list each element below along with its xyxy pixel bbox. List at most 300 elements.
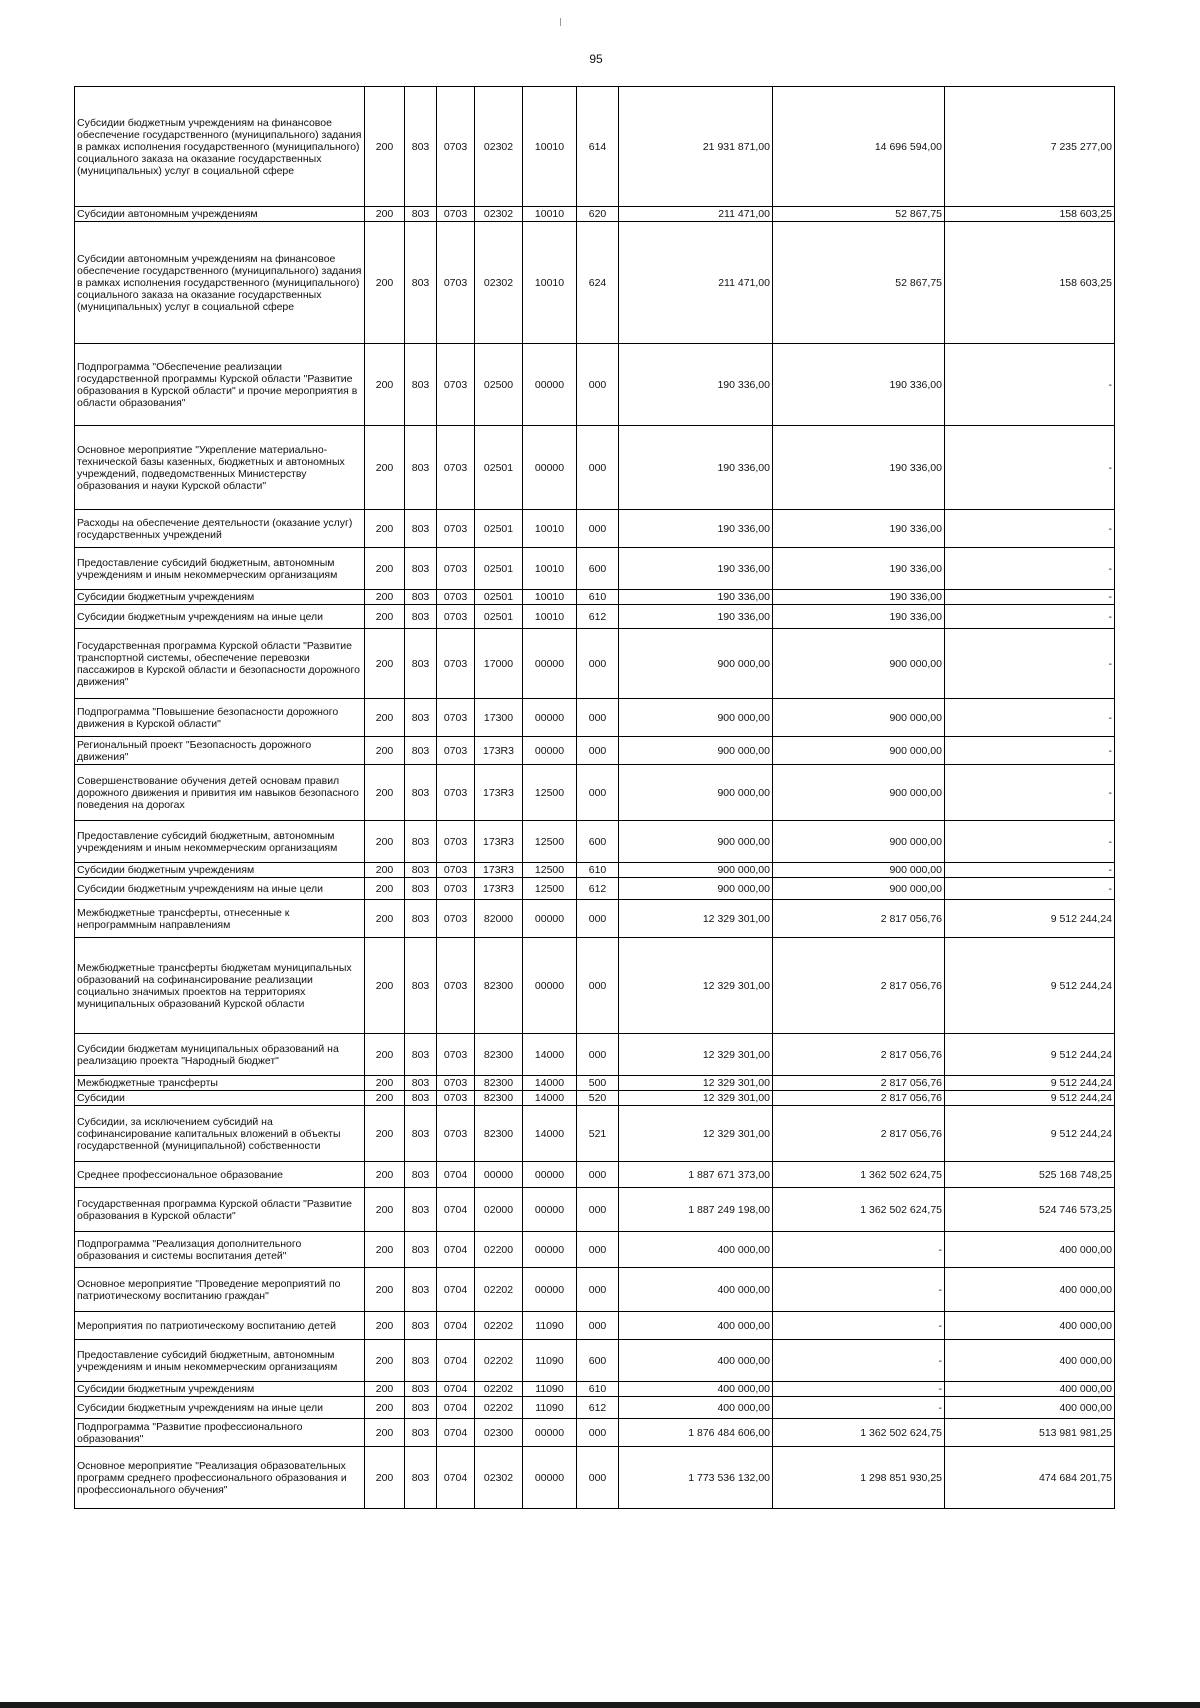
amount-cell: 1 876 484 606,00 — [619, 1419, 773, 1447]
code-cell: 00000 — [523, 1232, 577, 1268]
code-cell: 200 — [365, 938, 405, 1034]
code-cell: 0703 — [437, 1091, 475, 1106]
amount-cell: - — [773, 1397, 945, 1419]
code-cell: 803 — [405, 605, 437, 629]
amount-cell: 9 512 244,24 — [945, 938, 1115, 1034]
code-cell: 11090 — [523, 1397, 577, 1419]
code-cell: 803 — [405, 821, 437, 863]
table-row — [75, 1034, 1115, 1076]
code-cell: 02202 — [475, 1312, 523, 1340]
amount-cell: 525 168 748,25 — [945, 1162, 1115, 1188]
amount-cell: 400 000,00 — [945, 1397, 1115, 1419]
code-cell: 803 — [405, 699, 437, 737]
code-cell: 0703 — [437, 863, 475, 878]
amount-cell: 211 471,00 — [619, 207, 773, 222]
amount-cell: 190 336,00 — [773, 510, 945, 548]
code-cell: 200 — [365, 548, 405, 590]
code-cell: 620 — [577, 207, 619, 222]
amount-cell: 400 000,00 — [619, 1382, 773, 1397]
row-label: Субсидии бюджетным учреждениям на иные цели — [75, 1397, 365, 1419]
code-cell: 803 — [405, 1397, 437, 1419]
amount-cell: - — [945, 548, 1115, 590]
table-row — [75, 765, 1115, 821]
code-cell: 803 — [405, 590, 437, 605]
code-cell: 0703 — [437, 629, 475, 699]
code-cell: 200 — [365, 1162, 405, 1188]
table-row — [75, 699, 1115, 737]
row-label: Подпрограмма "Обеспечение реализации государственной программы Курской области "Развитие образования в Курской области" и прочие мероприятия в области образования" — [75, 344, 365, 426]
amount-cell: 2 817 056,76 — [773, 938, 945, 1034]
code-cell: 803 — [405, 1106, 437, 1162]
code-cell: 200 — [365, 878, 405, 900]
amount-cell: 9 512 244,24 — [945, 1106, 1115, 1162]
amount-cell: 400 000,00 — [619, 1268, 773, 1312]
code-cell: 0703 — [437, 765, 475, 821]
code-cell: 02302 — [475, 222, 523, 344]
code-cell: 803 — [405, 1232, 437, 1268]
code-cell: 803 — [405, 938, 437, 1034]
table-row — [75, 1091, 1115, 1106]
code-cell: 14000 — [523, 1106, 577, 1162]
amount-cell: 900 000,00 — [773, 737, 945, 765]
row-label: Основное мероприятие "Реализация образовательных программ среднего профессионального образования и профессионального обучения" — [75, 1447, 365, 1509]
code-cell: 0704 — [437, 1162, 475, 1188]
code-cell: 803 — [405, 1382, 437, 1397]
table-row — [75, 344, 1115, 426]
code-cell: 200 — [365, 510, 405, 548]
code-cell: 0704 — [437, 1232, 475, 1268]
table-row — [75, 1106, 1115, 1162]
amount-cell: 400 000,00 — [619, 1232, 773, 1268]
code-cell: 0703 — [437, 821, 475, 863]
amount-cell: 513 981 981,25 — [945, 1419, 1115, 1447]
code-cell: 173R3 — [475, 821, 523, 863]
code-cell: 612 — [577, 605, 619, 629]
table-row — [75, 1397, 1115, 1419]
code-cell: 803 — [405, 878, 437, 900]
amount-cell: 1 887 671 373,00 — [619, 1162, 773, 1188]
amount-cell: 400 000,00 — [619, 1312, 773, 1340]
budget-table-body — [75, 87, 1115, 1509]
code-cell: 803 — [405, 207, 437, 222]
code-cell: 200 — [365, 737, 405, 765]
amount-cell: - — [945, 821, 1115, 863]
amount-cell: 1 298 851 930,25 — [773, 1447, 945, 1509]
code-cell: 0703 — [437, 900, 475, 938]
code-cell: 000 — [577, 426, 619, 510]
amount-cell: 9 512 244,24 — [945, 1034, 1115, 1076]
code-cell: 200 — [365, 1232, 405, 1268]
amount-cell: 190 336,00 — [619, 510, 773, 548]
code-cell: 803 — [405, 426, 437, 510]
code-cell: 000 — [577, 1268, 619, 1312]
row-label: Субсидии автономным учреждениям — [75, 207, 365, 222]
code-cell: 000 — [577, 344, 619, 426]
code-cell: 10010 — [523, 590, 577, 605]
code-cell: 803 — [405, 863, 437, 878]
amount-cell: 12 329 301,00 — [619, 938, 773, 1034]
page-bottom-edge — [0, 1702, 1200, 1708]
row-label: Субсидии бюджетным учреждениям на иные цели — [75, 878, 365, 900]
code-cell: 12500 — [523, 765, 577, 821]
code-cell: 200 — [365, 87, 405, 207]
amount-cell: - — [945, 699, 1115, 737]
code-cell: 600 — [577, 548, 619, 590]
code-cell: 02302 — [475, 87, 523, 207]
table-row — [75, 1162, 1115, 1188]
row-label: Субсидии бюджетам муниципальных образований на реализацию проекта "Народный бюджет" — [75, 1034, 365, 1076]
code-cell: 00000 — [523, 1162, 577, 1188]
page-number: 95 — [589, 52, 603, 66]
code-cell: 0704 — [437, 1268, 475, 1312]
code-cell: 173R3 — [475, 765, 523, 821]
code-cell: 02501 — [475, 590, 523, 605]
amount-cell: 1 362 502 624,75 — [773, 1162, 945, 1188]
code-cell: 614 — [577, 87, 619, 207]
code-cell: 14000 — [523, 1091, 577, 1106]
code-cell: 02202 — [475, 1340, 523, 1382]
table-row — [75, 207, 1115, 222]
amount-cell: - — [945, 765, 1115, 821]
table-row — [75, 1419, 1115, 1447]
table-row — [75, 590, 1115, 605]
table-row — [75, 1312, 1115, 1340]
amount-cell: 900 000,00 — [619, 878, 773, 900]
code-cell: 02202 — [475, 1268, 523, 1312]
code-cell: 803 — [405, 87, 437, 207]
amount-cell: 21 931 871,00 — [619, 87, 773, 207]
amount-cell: 400 000,00 — [945, 1382, 1115, 1397]
code-cell: 0703 — [437, 590, 475, 605]
code-cell: 11090 — [523, 1312, 577, 1340]
code-cell: 00000 — [523, 1268, 577, 1312]
code-cell: 10010 — [523, 510, 577, 548]
amount-cell: 900 000,00 — [773, 699, 945, 737]
code-cell: 000 — [577, 1162, 619, 1188]
amount-cell: 9 512 244,24 — [945, 900, 1115, 938]
code-cell: 02302 — [475, 1447, 523, 1509]
row-label: Предоставление субсидий бюджетным, автономным учреждениям и иным некоммерческим организациям — [75, 821, 365, 863]
code-cell: 803 — [405, 1340, 437, 1382]
code-cell: 803 — [405, 1162, 437, 1188]
row-label: Субсидии бюджетным учреждениям — [75, 863, 365, 878]
row-label: Расходы на обеспечение деятельности (оказание услуг) государственных учреждений — [75, 510, 365, 548]
amount-cell: 2 817 056,76 — [773, 900, 945, 938]
code-cell: 200 — [365, 1340, 405, 1382]
code-cell: 02501 — [475, 548, 523, 590]
amount-cell: - — [945, 344, 1115, 426]
amount-cell: 900 000,00 — [773, 863, 945, 878]
amount-cell: 400 000,00 — [945, 1268, 1115, 1312]
code-cell: 10010 — [523, 87, 577, 207]
code-cell: 10010 — [523, 548, 577, 590]
code-cell: 82300 — [475, 1034, 523, 1076]
amount-cell: 2 817 056,76 — [773, 1091, 945, 1106]
row-label: Предоставление субсидий бюджетным, автономным учреждениям и иным некоммерческим организациям — [75, 548, 365, 590]
amount-cell: 900 000,00 — [619, 737, 773, 765]
code-cell: 12500 — [523, 863, 577, 878]
code-cell: 02501 — [475, 605, 523, 629]
amount-cell: 1 362 502 624,75 — [773, 1419, 945, 1447]
code-cell: 0704 — [437, 1382, 475, 1397]
amount-cell: - — [945, 590, 1115, 605]
row-label: Государственная программа Курской области "Развитие образования в Курской области" — [75, 1188, 365, 1232]
amount-cell: 900 000,00 — [773, 878, 945, 900]
amount-cell: 400 000,00 — [619, 1340, 773, 1382]
code-cell: 803 — [405, 222, 437, 344]
amount-cell: 52 867,75 — [773, 207, 945, 222]
code-cell: 200 — [365, 222, 405, 344]
code-cell: 00000 — [523, 737, 577, 765]
code-cell: 000 — [577, 737, 619, 765]
row-label: Межбюджетные трансферты — [75, 1076, 365, 1091]
code-cell: 00000 — [523, 1188, 577, 1232]
code-cell: 610 — [577, 590, 619, 605]
code-cell: 02300 — [475, 1419, 523, 1447]
amount-cell: - — [945, 878, 1115, 900]
code-cell: 612 — [577, 1397, 619, 1419]
code-cell: 00000 — [475, 1162, 523, 1188]
code-cell: 0703 — [437, 1034, 475, 1076]
row-label: Государственная программа Курской области "Развитие транспортной системы, обеспечение перевозки пассажиров в Курской области и безопасности дорожного движения" — [75, 629, 365, 699]
table-row — [75, 548, 1115, 590]
code-cell: 803 — [405, 1268, 437, 1312]
code-cell: 600 — [577, 1340, 619, 1382]
row-label: Субсидии — [75, 1091, 365, 1106]
code-cell: 00000 — [523, 938, 577, 1034]
code-cell: 803 — [405, 344, 437, 426]
amount-cell: 1 887 249 198,00 — [619, 1188, 773, 1232]
amount-cell: 12 329 301,00 — [619, 1076, 773, 1091]
table-row — [75, 605, 1115, 629]
amount-cell: - — [945, 737, 1115, 765]
amount-cell: - — [945, 629, 1115, 699]
code-cell: 0703 — [437, 1076, 475, 1091]
amount-cell: - — [773, 1268, 945, 1312]
code-cell: 200 — [365, 426, 405, 510]
code-cell: 000 — [577, 629, 619, 699]
code-cell: 000 — [577, 938, 619, 1034]
amount-cell: 12 329 301,00 — [619, 1034, 773, 1076]
amount-cell: 52 867,75 — [773, 222, 945, 344]
amount-cell: 900 000,00 — [619, 699, 773, 737]
code-cell: 200 — [365, 900, 405, 938]
code-cell: 200 — [365, 1312, 405, 1340]
row-label: Субсидии автономным учреждениям на финансовое обеспечение государственного (муниципального) задания в рамках исполнения государственного (муниципального) социального заказа на оказание государственных (муниципальных) услуг в социальной сфере — [75, 222, 365, 344]
row-label: Подпрограмма "Развитие профессионального образования" — [75, 1419, 365, 1447]
amount-cell: 1 362 502 624,75 — [773, 1188, 945, 1232]
code-cell: 0703 — [437, 938, 475, 1034]
code-cell: 000 — [577, 699, 619, 737]
code-cell: 0704 — [437, 1188, 475, 1232]
code-cell: 00000 — [523, 699, 577, 737]
row-label: Межбюджетные трансферты бюджетам муниципальных образований на софинансирование реализации социально значимых проектов на территориях муниципальных образований Курской области — [75, 938, 365, 1034]
amount-cell: 12 329 301,00 — [619, 1106, 773, 1162]
code-cell: 000 — [577, 1232, 619, 1268]
amount-cell: 190 336,00 — [619, 590, 773, 605]
code-cell: 0703 — [437, 699, 475, 737]
table-row — [75, 1268, 1115, 1312]
code-cell: 000 — [577, 1034, 619, 1076]
table-row — [75, 863, 1115, 878]
code-cell: 0703 — [437, 344, 475, 426]
amount-cell: 400 000,00 — [945, 1312, 1115, 1340]
amount-cell: 211 471,00 — [619, 222, 773, 344]
row-label: Совершенствование обучения детей основам правил дорожного движения и привития им навыков безопасного поведения на дорогах — [75, 765, 365, 821]
code-cell: 803 — [405, 765, 437, 821]
table-row — [75, 1340, 1115, 1382]
row-label: Основное мероприятие "Проведение мероприятий по патриотическому воспитанию граждан" — [75, 1268, 365, 1312]
code-cell: 803 — [405, 1419, 437, 1447]
amount-cell: 1 773 536 132,00 — [619, 1447, 773, 1509]
code-cell: 803 — [405, 1091, 437, 1106]
amount-cell: 190 336,00 — [619, 344, 773, 426]
code-cell: 200 — [365, 1091, 405, 1106]
table-row — [75, 629, 1115, 699]
code-cell: 82000 — [475, 900, 523, 938]
row-label: Субсидии бюджетным учреждениям — [75, 1382, 365, 1397]
amount-cell: - — [773, 1232, 945, 1268]
amount-cell: 900 000,00 — [619, 863, 773, 878]
table-row — [75, 87, 1115, 207]
code-cell: 14000 — [523, 1034, 577, 1076]
code-cell: 0703 — [437, 737, 475, 765]
code-cell: 00000 — [523, 1419, 577, 1447]
code-cell: 173R3 — [475, 863, 523, 878]
code-cell: 624 — [577, 222, 619, 344]
code-cell: 02500 — [475, 344, 523, 426]
code-cell: 200 — [365, 1076, 405, 1091]
code-cell: 82300 — [475, 1091, 523, 1106]
amount-cell: 190 336,00 — [619, 548, 773, 590]
table-row — [75, 1188, 1115, 1232]
code-cell: 200 — [365, 1268, 405, 1312]
code-cell: 00000 — [523, 344, 577, 426]
code-cell: 200 — [365, 699, 405, 737]
amount-cell: 474 684 201,75 — [945, 1447, 1115, 1509]
amount-cell: 190 336,00 — [773, 605, 945, 629]
code-cell: 02200 — [475, 1232, 523, 1268]
table-row — [75, 900, 1115, 938]
amount-cell: - — [945, 863, 1115, 878]
code-cell: 0704 — [437, 1340, 475, 1382]
row-label: Подпрограмма "Реализация дополнительного образования и системы воспитания детей" — [75, 1232, 365, 1268]
row-label: Основное мероприятие "Укрепление материально-технической базы казенных, бюджетных и автономных учреждений, подведомственных Министерству образования и науки Курской области" — [75, 426, 365, 510]
amount-cell: 190 336,00 — [619, 426, 773, 510]
code-cell: 10010 — [523, 207, 577, 222]
table-row — [75, 737, 1115, 765]
code-cell: 11090 — [523, 1382, 577, 1397]
code-cell: 0704 — [437, 1447, 475, 1509]
amount-cell: 900 000,00 — [773, 629, 945, 699]
amount-cell: - — [945, 510, 1115, 548]
row-label: Субсидии бюджетным учреждениям на иные цели — [75, 605, 365, 629]
code-cell: 200 — [365, 765, 405, 821]
row-label: Субсидии бюджетным учреждениям на финансовое обеспечение государственного (муниципального) задания в рамках исполнения государственного (муниципального) социального заказа на оказание государственных (муниципальных) услуг в социальной сфере — [75, 87, 365, 207]
amount-cell: 9 512 244,24 — [945, 1091, 1115, 1106]
code-cell: 600 — [577, 821, 619, 863]
code-cell: 000 — [577, 1419, 619, 1447]
code-cell: 02302 — [475, 207, 523, 222]
code-cell: 0703 — [437, 1106, 475, 1162]
code-cell: 0703 — [437, 87, 475, 207]
amount-cell: 400 000,00 — [945, 1232, 1115, 1268]
amount-cell: 190 336,00 — [773, 548, 945, 590]
code-cell: 803 — [405, 1447, 437, 1509]
code-cell: 612 — [577, 878, 619, 900]
amount-cell: 2 817 056,76 — [773, 1076, 945, 1091]
amount-cell: 900 000,00 — [619, 821, 773, 863]
code-cell: 803 — [405, 548, 437, 590]
row-label: Подпрограмма "Повышение безопасности дорожного движения в Курской области" — [75, 699, 365, 737]
code-cell: 14000 — [523, 1076, 577, 1091]
code-cell: 000 — [577, 1447, 619, 1509]
amount-cell: 2 817 056,76 — [773, 1106, 945, 1162]
amount-cell: - — [945, 605, 1115, 629]
code-cell: 200 — [365, 1397, 405, 1419]
amount-cell: 400 000,00 — [945, 1340, 1115, 1382]
table-row — [75, 222, 1115, 344]
code-cell: 803 — [405, 1034, 437, 1076]
code-cell: 200 — [365, 1447, 405, 1509]
code-cell: 000 — [577, 765, 619, 821]
code-cell: 803 — [405, 629, 437, 699]
code-cell: 0704 — [437, 1312, 475, 1340]
amount-cell: 190 336,00 — [773, 426, 945, 510]
amount-cell: - — [773, 1340, 945, 1382]
code-cell: 000 — [577, 900, 619, 938]
row-label: Субсидии, за исключением субсидий на софинансирование капитальных вложений в объекты государственной (муниципальной) собственности — [75, 1106, 365, 1162]
table-row — [75, 821, 1115, 863]
amount-cell: 900 000,00 — [619, 629, 773, 699]
amount-cell: 158 603,25 — [945, 207, 1115, 222]
code-cell: 82300 — [475, 938, 523, 1034]
amount-cell: 2 817 056,76 — [773, 1034, 945, 1076]
code-cell: 0703 — [437, 222, 475, 344]
code-cell: 02501 — [475, 426, 523, 510]
code-cell: 200 — [365, 1034, 405, 1076]
code-cell: 82300 — [475, 1076, 523, 1091]
table-row — [75, 1232, 1115, 1268]
code-cell: 173R3 — [475, 737, 523, 765]
code-cell: 200 — [365, 1188, 405, 1232]
row-label: Среднее профессиональное образование — [75, 1162, 365, 1188]
code-cell: 200 — [365, 344, 405, 426]
row-label: Мероприятия по патриотическому воспитанию детей — [75, 1312, 365, 1340]
amount-cell: 7 235 277,00 — [945, 87, 1115, 207]
code-cell: 803 — [405, 737, 437, 765]
scan-mark — [560, 18, 561, 26]
code-cell: 803 — [405, 1076, 437, 1091]
code-cell: 803 — [405, 1312, 437, 1340]
code-cell: 12500 — [523, 878, 577, 900]
code-cell: 0703 — [437, 605, 475, 629]
code-cell: 00000 — [523, 426, 577, 510]
code-cell: 00000 — [523, 629, 577, 699]
code-cell: 10010 — [523, 222, 577, 344]
code-cell: 200 — [365, 629, 405, 699]
code-cell: 803 — [405, 1188, 437, 1232]
code-cell: 02202 — [475, 1382, 523, 1397]
row-label: Региональный проект "Безопасность дорожного движения" — [75, 737, 365, 765]
table-row — [75, 1076, 1115, 1091]
amount-cell: 900 000,00 — [773, 821, 945, 863]
code-cell: 200 — [365, 605, 405, 629]
table-row — [75, 510, 1115, 548]
code-cell: 200 — [365, 863, 405, 878]
code-cell: 0704 — [437, 1397, 475, 1419]
amount-cell: 14 696 594,00 — [773, 87, 945, 207]
